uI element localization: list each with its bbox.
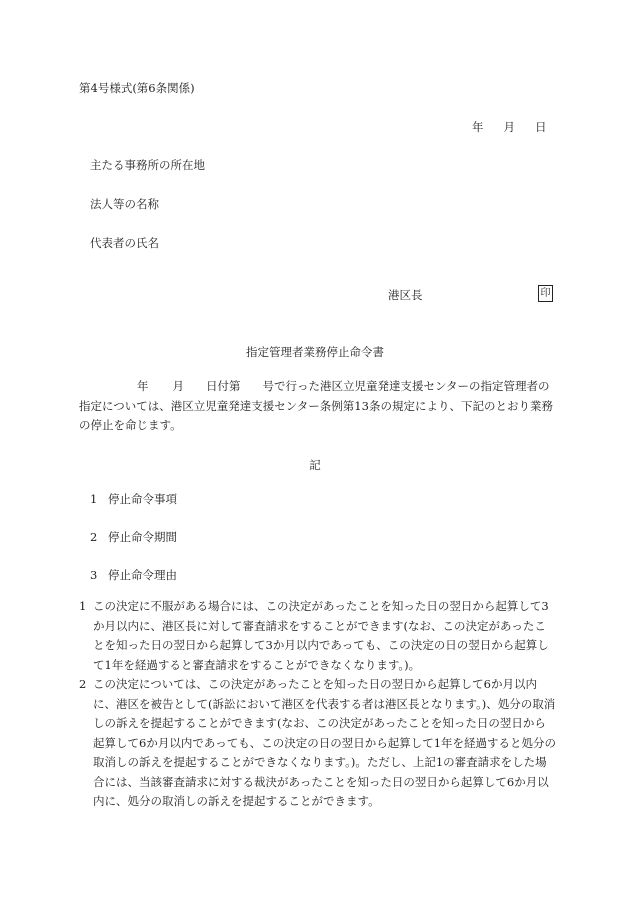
note-number: 1 [79,599,87,613]
form-number: 第4号様式(第6条関係) [79,81,195,95]
item-label: 停止命令期間 [108,530,177,544]
issuer-title: 港区長 [388,288,423,302]
item-number: 2 [90,530,98,544]
body-year: 年 [137,379,149,393]
item-row [90,529,177,545]
note-text: この決定に不服がある場合には、この決定があったことを知った日の翌日から起算して3か月以内に、港区長に対して審査請求をすることができます(なお、この決定があったことを知った日の翌日から起算して3か月以内であっても、この決定の日の翌日から起算して1年を経過すると審査請求をすることができなくなります。)。 [93,599,549,672]
item-row [90,567,177,583]
note-item [79,597,557,675]
note-number: 2 [79,677,87,691]
corporate-name-label: 法人等の名称 [90,197,159,211]
item-number: 1 [90,492,98,506]
item-label: 停止命令事項 [108,492,177,506]
document-title: 指定管理者業務停止命令書 [246,345,384,359]
appeal-notes [79,597,557,812]
date-day: 日 [535,120,547,134]
body-text: 号で行った港区立児童発達支援センターの指定管理者の指定については、港区立児童発達支援センター条例第13条の規定により、下記のとおり業務の停止を命じます。 [79,379,553,432]
body-month: 月 [172,379,184,393]
body-paragraph [79,377,554,436]
issue-date [472,119,547,135]
item-number: 3 [90,568,98,582]
representative-name-label: 代表者の氏名 [90,236,159,250]
seal-mark: 印 [538,285,553,302]
date-month: 月 [503,120,515,134]
date-year: 年 [472,120,484,134]
ki-heading: 記 [309,458,321,472]
item-row [90,491,177,507]
body-day-no: 日付第 [206,379,241,393]
office-location-label: 主たる事務所の所在地 [90,158,205,172]
note-text: この決定については、この決定があったことを知った日の翌日から起算して6か月以内に、港区を被告として(訴訟において港区を代表する者は港区長となります。)、処分の取消しの訴えを提起することができます(なお、この決定があったことを知った日の翌日から起算して6か月以内であっても、この決定の日の翌日から起算して1年を経過すると処分の取消しの訴えを提起することができなくなります。)。ただし、上記1の審査請求をした場合には、当該審査請求に対する裁決があったことを知った日の翌日から起算して6か月以内に、処分の取消しの訴えを提起することができます。 [93,677,557,808]
item-label: 停止命令理由 [108,568,177,582]
note-item [79,675,557,812]
